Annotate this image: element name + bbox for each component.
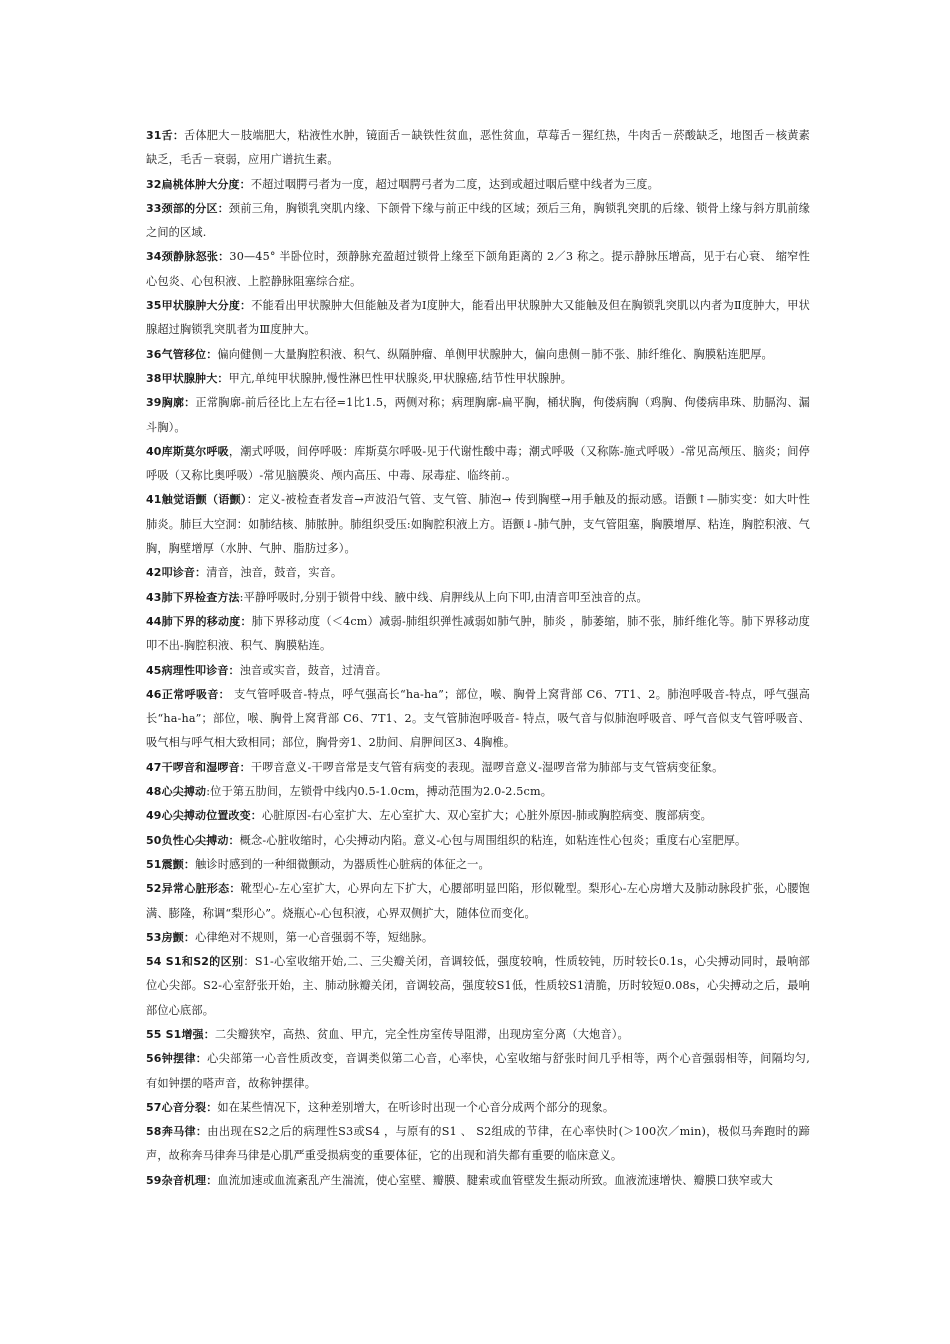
entry-term: 50负性心尖搏动： bbox=[146, 833, 240, 847]
entry-term: 42叩诊音： bbox=[146, 566, 207, 580]
entry-text: 概念-心脏收缩时，心尖搏动内陷。意义-心包与周围组织的粘连，如粘连性心包炎；重度右心室肥厚。 bbox=[239, 833, 747, 847]
entry-text: 心尖部第一心音性质改变，音调类似第二心音，心率快，心室收缩与舒张时间几乎相等，两个心音强弱相等，间隔均匀,有如钟摆的嗒声音，故称钟摆律。 bbox=[146, 1052, 810, 1090]
entry-52 bbox=[146, 877, 810, 926]
entry-term: 45病理性叩诊音： bbox=[146, 663, 240, 677]
entry-33 bbox=[146, 197, 810, 246]
entry-text: 浊音或实音，鼓音，过清音。 bbox=[239, 663, 388, 677]
entry-term: 34颈静脉怒张： bbox=[146, 250, 230, 264]
entry-term: 47干啰音和湿啰音： bbox=[146, 760, 251, 774]
entry-text: 舌体肥大－肢端肥大，粘液性水肿，镜面舌－缺铁性贫血，恶性贫血，草莓舌－猩红热，牛肉舌－菸酸缺乏，地图舌－核黄素缺乏，毛舌－衰弱，应用广谱抗生素。 bbox=[146, 129, 810, 167]
entry-text: ：定义-被检查者发音→声波沿气管、支气管、肺泡→ 传到胸壁→用手触及的振动感。语颤↑—肺实变：如大叶性肺炎。肺巨大空洞：如肺结核、肺脓肿。肺组织受压:如胸腔积液上方。语颤↓-肺气肿，支气管阻塞，胸膜增厚、粘连，胸腔积液、气胸，胸壁增厚（水肿、气肿、脂肪过多）。 bbox=[146, 493, 811, 556]
entry-term: 59杂音机理： bbox=[146, 1173, 218, 1187]
entry-term: 35甲状腺肿大分度： bbox=[146, 299, 252, 313]
entry-32 bbox=[146, 173, 810, 197]
entry-text: :平静呼吸时,分别于锁骨中线、腋中线、肩胛线从上向下叩,由清音叩至浊音的点。 bbox=[239, 590, 648, 604]
entry-55 bbox=[146, 1023, 810, 1047]
entry-31 bbox=[146, 124, 810, 173]
entry-text: 30—45° 半卧位时，颈静脉充盈超过锁骨上缘至下颌角距离的 2／3 称之。提示静脉压增高，见于右心衰、 缩窄性心包炎、心包积液、上腔静脉阻塞综合症。 bbox=[146, 250, 810, 288]
entry-35 bbox=[146, 294, 810, 343]
entry-47 bbox=[146, 756, 810, 780]
entry-term: 40库斯莫尔呼吸 bbox=[146, 444, 229, 458]
entry-41 bbox=[146, 488, 810, 561]
entry-text: 肺下界移动度（＜4cm）减弱-肺组织弹性减弱如肺气肿，肺炎 ，肺萎缩，肺不张，肺纤维化等。肺下界移动度叩不出-胸腔积液、积气、胸膜粘连。 bbox=[146, 614, 811, 653]
entry-text: 不超过咽腭弓者为一度，超过咽腭弓者为二度，达到或超过咽后壁中线者为三度。 bbox=[250, 177, 659, 191]
entry-term: 36气管移位： bbox=[146, 347, 218, 361]
entry-term: 52异常心脏形态： bbox=[146, 882, 241, 896]
entry-term: 57心音分裂： bbox=[146, 1100, 218, 1114]
entry-term: 32扁桃体肿大分度： bbox=[146, 177, 251, 191]
entry-39 bbox=[146, 391, 810, 440]
entry-term: 33颈部的分区： bbox=[146, 201, 229, 215]
entry-56 bbox=[146, 1047, 810, 1096]
entry-text: 颈前三角，胸锁乳突肌内缘、下颌骨下缘与前正中线的区域；颈后三角，胸锁乳突肌的后缘、锁骨上缘与斜方肌前缘之间的区域. bbox=[146, 201, 811, 240]
entry-48 bbox=[146, 780, 810, 804]
entry-text: 触诊时感到的一种细微颤动，为器质性心脏病的体征之一。 bbox=[195, 857, 490, 871]
entry-text: 干啰音意义-干啰音常是支气管有病变的表现。湿啰音意义-湿啰音常为肺部与支气管病变征象。 bbox=[250, 760, 724, 774]
entry-term: 46正常呼吸音： bbox=[146, 687, 231, 701]
entry-term: 41触觉语颤（语颤） bbox=[146, 493, 247, 507]
entry-51 bbox=[146, 853, 810, 877]
entry-term: 56钟摆律： bbox=[146, 1052, 208, 1066]
entry-text: 二尖瓣狭窄，高热、贫血、甲亢，完全性房室传导阻滞，出现房室分离（大炮音）。 bbox=[214, 1027, 629, 1041]
entry-text: :位于第五肋间，左锁骨中线内0.5-1.0cm，搏动范围为2.0-2.5cm。 bbox=[206, 785, 553, 799]
entry-36 bbox=[146, 343, 810, 367]
entry-38 bbox=[146, 367, 810, 391]
entry-46 bbox=[146, 683, 810, 756]
entry-text: ，潮式呼吸，间停呼吸：库斯莫尔呼吸-见于代谢性酸中毒；潮式呼吸（又称陈-施式呼吸）-常见高颅压、脑炎；间停呼吸（又称比奥呼吸）-常见脑膜炎、颅内高压、中毒、尿毒症、临终前.。 bbox=[146, 444, 810, 483]
entry-57 bbox=[146, 1096, 810, 1120]
entry-59 bbox=[146, 1169, 810, 1193]
entry-34 bbox=[146, 245, 810, 294]
entry-text: 清音，浊音，鼓音，实音。 bbox=[206, 566, 343, 580]
entry-43 bbox=[146, 586, 810, 610]
entry-term: 39胸廓： bbox=[146, 396, 196, 410]
entry-term: 48心尖搏动 bbox=[146, 785, 207, 799]
entry-text: 心律绝对不规则，第一心音强弱不等，短绌脉。 bbox=[195, 930, 434, 944]
entry-49 bbox=[146, 804, 810, 828]
entry-text: 支气管呼吸音-特点，呼气强高长“ha-ha”；部位，喉、胸骨上窝背部 C6、7T1、2。肺泡呼吸音-特点，呼气强高长“ha-ha”；部位，喉、胸骨上窝背部 C6、7T1、2。支气管肺泡呼吸音- 特点，吸气音与似肺泡呼吸音、呼气音似支气管呼吸音、吸气相与呼气相大致相同；部位，胸骨旁1、2肋间、肩胛间区3、4胸椎。 bbox=[146, 687, 810, 750]
entry-term: 49心尖搏动位置改变： bbox=[146, 809, 262, 823]
entry-term: 31舌： bbox=[146, 129, 185, 142]
entry-text: 偏向健侧－大量胸腔积液、积气、纵隔肿瘤、单侧甲状腺肿大，偏向患侧－肺不张、肺纤维化、胸膜粘连肥厚。 bbox=[217, 347, 773, 361]
entry-text: 心脏原因-右心室扩大、左心室扩大、双心室扩大；心脏外原因-肺或胸腔病变、腹部病变。 bbox=[261, 809, 712, 823]
entry-term: 51震颤： bbox=[146, 857, 196, 871]
entry-text: 如在某些情况下，这种差别增大，在听诊时出现一个心音分成两个部分的现象。 bbox=[217, 1100, 615, 1114]
entry-50 bbox=[146, 829, 810, 853]
entry-42 bbox=[146, 561, 810, 585]
entry-term: 43肺下界检查方法 bbox=[146, 590, 240, 604]
entry-40 bbox=[146, 440, 810, 489]
entry-text: 正常胸廓-前后径比上左右径=1比1.5，两侧对称；病理胸廓-扁平胸，桶状胸，佝偻病胸（鸡胸、佝偻病串珠、肋膈沟、漏斗胸）。 bbox=[146, 396, 810, 434]
entry-58 bbox=[146, 1120, 810, 1169]
entry-54 bbox=[146, 950, 810, 1023]
entry-45 bbox=[146, 659, 810, 683]
entry-44 bbox=[146, 610, 810, 659]
document-body bbox=[146, 124, 810, 1193]
entry-text: 甲亢,单纯甲状腺肿,慢性淋巴性甲状腺炎,甲状腺癌,结节性甲状腺肿。 bbox=[228, 371, 573, 385]
entry-term: 44肺下界的移动度： bbox=[146, 614, 252, 628]
entry-term: 54 S1和S2的区别 bbox=[146, 955, 244, 969]
entry-53 bbox=[146, 926, 810, 950]
entry-term: 55 S1增强： bbox=[146, 1027, 215, 1041]
entry-text: 血流加速或血流紊乱产生湍流，使心室壁、瓣膜、腱索或血管壁发生振动所致。血液流速增快、瓣膜口狭窄或大 bbox=[217, 1173, 773, 1187]
entry-term: 58奔马律： bbox=[146, 1125, 208, 1139]
entry-text: 不能看出甲状腺肿大但能触及者为Ⅰ度肿大，能看出甲状腺肿大又能触及但在胸锁乳突肌以内者为Ⅱ度肿大，甲状腺超过胸锁乳突肌者为Ⅲ度肿大。 bbox=[146, 299, 811, 337]
entry-text: 由出现在S2之后的病理性S3或S4 ，与原有的S1 、 S2组成的节律，在心率快时(＞100次／min)，极似马奔跑时的蹄声，故称奔马律奔马律是心肌严重受损病变的重要体征，它的出现和消失都有重要的临床意义。 bbox=[146, 1125, 810, 1163]
entry-term: 38甲状腺肿大： bbox=[146, 371, 229, 385]
entry-term: 53房颤： bbox=[146, 930, 196, 944]
entry-text: ：S1-心室收缩开始,二、三尖瓣关闭，音调较低，强度较响，性质较钝，历时较长0.1s，心尖搏动同时，最响部位心尖部。S2-心室舒张开始，主、肺动脉瓣关闭，音调较高，强度较S1低，性质较S1清脆，历时较短0.08s，心尖搏动之后，最响部位心底部。 bbox=[146, 955, 810, 1017]
entry-text: 靴型心-左心室扩大，心界向左下扩大，心腰部明显凹陷，形似靴型。梨形心-左心房增大及肺动脉段扩张，心腰饱满、膨隆，称调“梨形心”。烧瓶心-心包积液，心界双侧扩大，随体位而变化。 bbox=[146, 882, 810, 920]
